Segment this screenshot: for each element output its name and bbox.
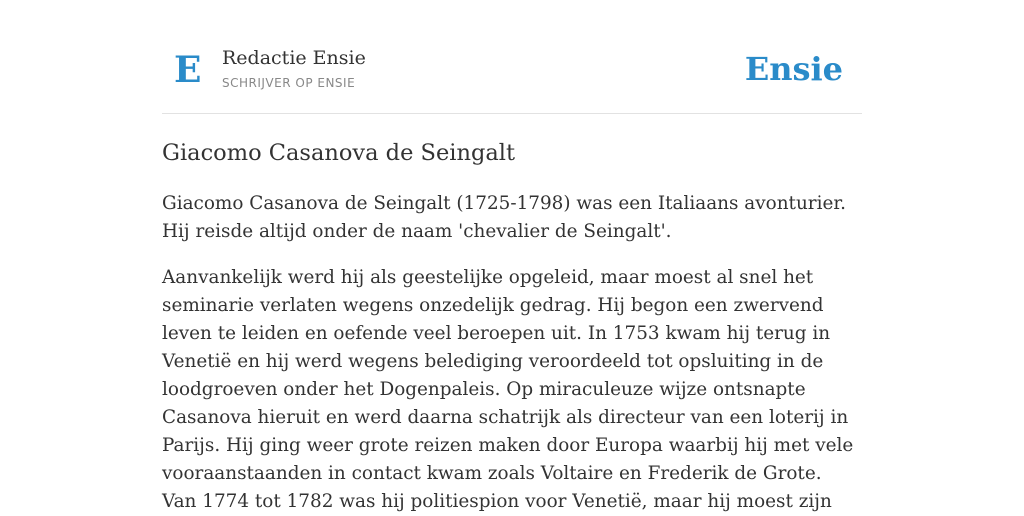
article-body: [162, 190, 862, 516]
article-page: [162, 0, 862, 512]
author-name-link[interactable]: Redactie Ensie: [222, 47, 366, 69]
paragraph-main: Aanvankelijk werd hij als geestelijke opgeleid, maar moest al snel het seminarie verlaten wegens onzedelijk gedrag. Hij begon een zwervend leven te leiden en oefende veel beroepen uit. In 1753 kwam hij terug in Venetië en hij werd wegens belediging veroordeeld tot opsluiting in de loodgroeven onder het Dogenpaleis. Op miraculeuze wijze ontsnapte Casanova hieruit en werd daarna schatrijk als directeur van een loterij in Parijs. Hij ging weer grote reizen maken door Europa waarbij hij met vele vooraanstaanden in contact kwam zoals Voltaire en Frederik de Grote.: [162, 267, 854, 484]
paragraph-intro: Giacomo Casanova de Seingalt (1725-1798) was een Italiaans avonturier. Hij reisde altijd onder de naam 'chevalier de Seingalt'.: [162, 193, 846, 242]
paragraph-continuation: Van 1774 tot 1782 was hij politiespion voor Venetië, maar hij moest zijn: [162, 491, 832, 512]
article-title: Giacomo Casanova de Seingalt: [162, 140, 516, 166]
ensie-logo[interactable]: Ensie: [744, 50, 843, 88]
author-header: [162, 0, 862, 114]
author-avatar[interactable]: E: [174, 49, 202, 91]
author-role: SCHRIJVER OP ENSIE: [222, 76, 356, 90]
